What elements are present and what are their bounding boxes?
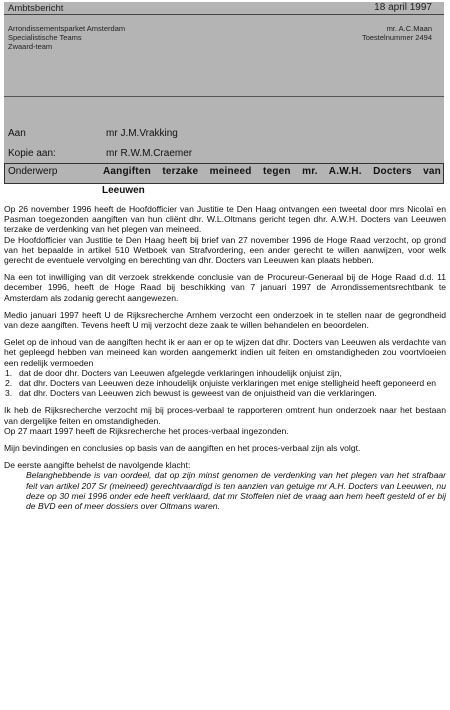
paragraph: Medio januari 1997 heeft U de Rijksrecherche Arnhem verzocht een onderzoek in te stellen naar de gegrondheid van deze aangiften. Tevens heeft U mij verzocht deze zaak te willen behandelen en beoordelen. (4, 309, 446, 331)
recipient-value: mr J.M.Vrakking (106, 128, 178, 139)
paragraph: Op 27 maart 1997 heeft de Rijksrecherche het proces-verbaal ingezonden. (4, 425, 289, 436)
copy-label: Kopie aan: (8, 148, 56, 159)
paragraph: De Hoofdofficier van Justitie te Den Haag heeft bij brief van 27 november 1996 de Hoge Raad verzocht, op grond van het bepaalde in artikel 510 Wetboek van Strafvordering, een ander gerecht te willen aanwijzen, voor welk gerecht de eventuele vervolging en berechting van dhr. Docters van Leeuwen kan plaats hebben. (4, 234, 446, 266)
list-item (4, 378, 446, 388)
list-item (4, 388, 446, 398)
document-date: 18 april 1997 (374, 2, 432, 13)
paragraph: Gelet op de inhoud van de aangiften hecht ik er aan er op te wijzen dat dhr. Docters van Leeuwen als verdachte van het gepleegd hebben van meineed kan worden aangemerkt indien uit feiten en omstandigheden zou voortvloeien een redelijk vermoeden (4, 337, 446, 368)
contact-line: mr. A.C.Maan (386, 24, 432, 33)
recipient-label: Aan (8, 128, 26, 139)
document-type: Ambtsbericht (8, 3, 64, 14)
paragraph: Ik heb de Rijksrecherche verzocht mij bij proces-verbaal te rapporteren omtrent hun onderzoek naar het bestaan van dergelijke feiten en omstandigheden. (4, 405, 446, 426)
list-item-text: dat de door dhr. Docters van Leeuwen afgelegde verklaringen inhoudelijk onjuist zijn, (19, 367, 342, 378)
paragraph: Mijn bevindingen en conclusies op basis van de aangiften en het proces-verbaal zijn als volgt. (4, 443, 361, 454)
subject-row (4, 163, 444, 184)
paragraph: Na een tot inwilliging van dit verzoek strekkende conclusie van de Procureur-Generaal bij de Hoge Raad d.d. 11 december 1996, heeft de Hoge Raad bij beschikking van 7 januari 1997 de Arrondissementsrechtbank te Amsterdam als zodanig gerecht aangewezen. (4, 272, 446, 303)
list-number: 1. (5, 367, 13, 378)
paragraph: Op 26 november 1996 heeft de Hoofdofficier van Justitie te Den Haag ontvangen een tweetal door mrs Nicolaï en Pasman toegezonden aangiften van hun cliënt dhr. W.L.Oltmans gericht tegen dhr. A.W.H. Docters van Leeuwen terzake de verdenking van het plegen van meineed. (4, 204, 446, 235)
list-item (4, 368, 446, 378)
copy-value: mr R.W.M.Craemer (106, 148, 193, 159)
quoted-complaint: Belanghebbende is van oordeel, dat op zijn minst genomen de verdenking van het plegen van het strafbaar feit van artikel 207 Sr (meineed) gerechtvaardigd is ten aanzien van getuige mr A.H. Docters van Leeuwen, nu deze op 30 mei 1996 onder ede heeft verklaard, dat mr Stoffelen niet de vraag aan hem heeft gesteld of er bij de BVD een of meer dossiers over Oltmans waren. (26, 470, 446, 512)
subject-value: Aangiften terzake meineed tegen mr. A.W.H. Docters van (103, 166, 441, 177)
list-number: 3. (5, 388, 13, 399)
letter-body (4, 204, 446, 511)
list-number: 2. (5, 378, 13, 389)
numbered-list (4, 368, 446, 399)
sender-contact (362, 24, 432, 42)
subject-label: Onderwerp (8, 166, 58, 177)
list-item-text: dat dhr. Docters van Leeuwen zich bewust is geweest van de onjuistheid van die verklaringen. (19, 388, 377, 399)
org-line: Specialistische Teams (8, 33, 82, 42)
header-divider (4, 96, 444, 97)
letterhead (4, 2, 444, 184)
org-line: Zwaard-team (8, 42, 53, 51)
subject-value-continued: Leeuwen (102, 185, 145, 196)
letterhead-top-bar (4, 2, 444, 15)
paragraph: De eerste aangifte behelst de navolgende klacht: (4, 460, 191, 471)
list-item-text: dat dhr. Docters van Leeuwen deze inhoudelijk onjuiste verklaringen met enige stelligheid heeft geponeerd en (19, 378, 437, 389)
contact-line: Toestelnummer 2494 (361, 33, 432, 42)
sender-organisation (8, 24, 125, 51)
org-line: Arrondissementsparket Amsterdam (8, 24, 126, 33)
